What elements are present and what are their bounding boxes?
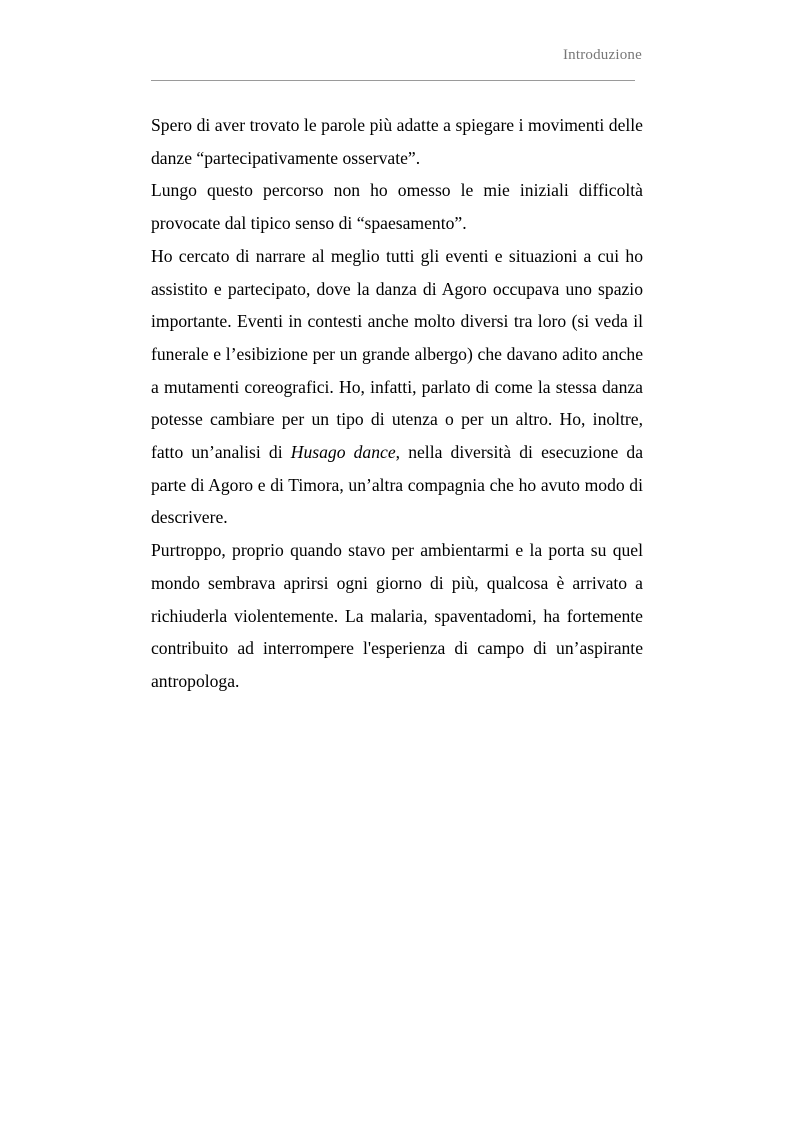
running-head-title: Introduzione	[562, 47, 642, 63]
header-divider	[151, 80, 635, 81]
body-text	[151, 109, 643, 698]
paragraph-3	[151, 240, 643, 534]
paragraph-3-italic-title: Husago dance	[290, 442, 396, 463]
paragraph-3-text-start: Ho cercato di narrare al meglio tutti gli eventi e situazioni a cui ho assistito e partecipato, dove la danza di Agoro occupava uno spazio importante. Eventi in contesti anche molto diversi tra loro (si veda il funerale e l’esibizione per un grande albergo) che davano adito anche a mutamenti coreografici. Ho, infatti, parlato di come la stessa danza potesse cambiare per un tipo di utenza o per un altro. Ho, inoltre, fatto un’analisi di	[151, 245, 643, 463]
paragraph-4: Purtroppo, proprio quando stavo per ambientarmi e la porta su quel mondo sembrava aprirsi ogni giorno di più, qualcosa è arrivato a richiuderla violentemente. La malaria, spaventadomi, ha fortemente contribuito ad interrompere l'esperienza di campo di un’aspirante antropologa.	[151, 540, 643, 691]
paragraph-2: Lungo questo percorso non ho omesso le mie iniziali difficoltà provocate dal tipico senso di “spaesamento”.	[151, 180, 643, 234]
paragraph-1: Spero di aver trovato le parole più adatte a spiegare i movimenti delle danze “partecipativamente osservate”.	[151, 115, 643, 168]
paragraph-3-text-end: , nella diversità di esecuzione da parte di Agoro e di Timora, un’altra compagnia che ho avuto modo di descrivere.	[151, 442, 644, 528]
